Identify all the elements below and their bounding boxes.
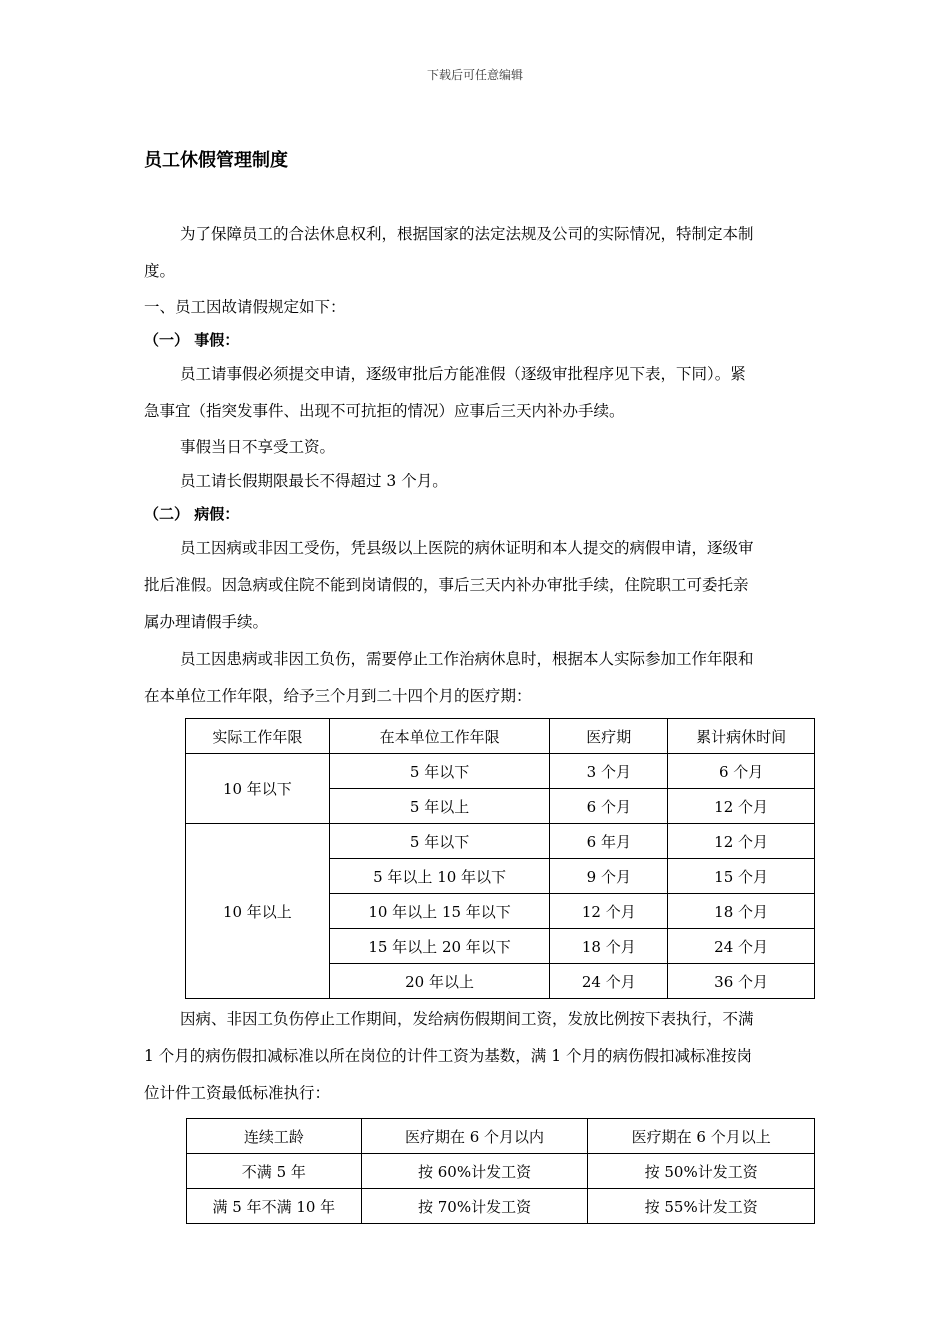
document-title: 员工休假管理制度 <box>144 150 288 171</box>
table-row <box>187 1154 815 1189</box>
table-cell: 6 个月 <box>550 789 668 824</box>
table-cell: 12 个月 <box>668 824 815 859</box>
sick-leave-p2-line1: 员工因患病或非因工负伤，需要停止工作治病休息时，根据本人实际参加工作年限和 <box>180 650 754 668</box>
table-cell: 按 55%计发工资 <box>588 1189 815 1224</box>
table-cell: 5 年以上 <box>329 789 550 824</box>
table-cell: 12 个月 <box>550 894 668 929</box>
table-cell: 20 年以上 <box>329 964 550 999</box>
table-cell: 24 个月 <box>668 929 815 964</box>
intro-line-1: 为了保障员工的合法休息权利，根据国家的法定法规及公司的实际情况，特制定本制 <box>180 225 754 243</box>
table-cell: 9 个月 <box>550 859 668 894</box>
table-cell: 15 个月 <box>668 859 815 894</box>
intro-line-2: 度。 <box>144 262 176 280</box>
table-cell: 5 年以下 <box>329 824 550 859</box>
sick-leave-p2-line2: 在本单位工作年限，给予三个月到二十四个月的医疗期： <box>144 687 532 705</box>
table-cell: 3 个月 <box>550 754 668 789</box>
personal-leave-label: （一） 事假： <box>144 331 240 349</box>
table-cell: 6 年月 <box>550 824 668 859</box>
table-cell: 5 年以下 <box>329 754 550 789</box>
group-label-cell: 10 年以下 <box>186 754 330 824</box>
table-header-cell: 医疗期在 6 个月以内 <box>361 1119 588 1154</box>
table-header-cell: 实际工作年限 <box>186 719 330 754</box>
table-cell: 18 个月 <box>550 929 668 964</box>
table-row <box>187 1189 815 1224</box>
table-header-cell: 在本单位工作年限 <box>329 719 550 754</box>
table-cell: 不满 5 年 <box>187 1154 362 1189</box>
table-row <box>186 754 815 789</box>
group-label-cell: 10 年以上 <box>186 824 330 999</box>
sick-leave-p1-line3: 属办理请假手续。 <box>144 613 269 631</box>
table-cell: 10 年以上 15 年以下 <box>329 894 550 929</box>
table-row <box>186 824 815 859</box>
table-header-row <box>186 719 815 754</box>
personal-leave-p3: 员工请长假期限最长不得超过 3 个月。 <box>180 472 448 490</box>
table-header-cell: 连续工龄 <box>187 1119 362 1154</box>
personal-leave-p1-line2: 急事宜（指突发事件、出现不可抗拒的情况）应事后三天内补办手续。 <box>144 402 625 420</box>
table-header-cell: 累计病休时间 <box>668 719 815 754</box>
personal-leave-p1-line1: 员工请事假必须提交申请，逐级审批后方能准假（逐级审批程序见下表，下同）。紧 <box>180 365 746 383</box>
sick-leave-label: （二） 病假： <box>144 505 240 523</box>
table-header-row <box>187 1119 815 1154</box>
table-cell: 5 年以上 10 年以下 <box>329 859 550 894</box>
section-1-heading: 一、员工因故请假规定如下： <box>144 298 346 316</box>
table-cell: 按 60%计发工资 <box>361 1154 588 1189</box>
sick-leave-p1-line1: 员工因病或非因工受伤，凭县级以上医院的病休证明和本人提交的病假申请，逐级审 <box>180 539 754 557</box>
pay-line-1: 因病、非因工负伤停止工作期间，发给病伤假期间工资，发放比例按下表执行，不满 <box>180 1010 754 1028</box>
pay-line-2: 1 个月的病伤假扣减标准以所在岗位的计件工资为基数，满 1 个月的病伤假扣减标准按岗 <box>144 1047 753 1065</box>
table-cell: 12 个月 <box>668 789 815 824</box>
table-cell: 满 5 年不满 10 年 <box>187 1189 362 1224</box>
sick-pay-table <box>186 1118 815 1224</box>
table-cell: 按 70%计发工资 <box>361 1189 588 1224</box>
sick-leave-p1-line2: 批后准假。因急病或住院不能到岗请假的，事后三天内补办审批手续，住院职工可委托亲 <box>144 576 749 594</box>
personal-leave-p2: 事假当日不享受工资。 <box>180 438 336 456</box>
table-cell: 18 个月 <box>668 894 815 929</box>
medical-period-table <box>185 718 815 999</box>
table-cell: 按 50%计发工资 <box>588 1154 815 1189</box>
table-cell: 24 个月 <box>550 964 668 999</box>
table-header-cell: 医疗期在 6 个月以上 <box>588 1119 815 1154</box>
table-cell: 36 个月 <box>668 964 815 999</box>
table-header-cell: 医疗期 <box>550 719 668 754</box>
document-body <box>144 146 809 1224</box>
table-cell: 6 个月 <box>668 754 815 789</box>
page-header: 下载后可任意编辑 <box>426 68 523 82</box>
table-cell: 15 年以上 20 年以下 <box>329 929 550 964</box>
pay-line-3: 位计件工资最低标准执行： <box>144 1084 331 1102</box>
